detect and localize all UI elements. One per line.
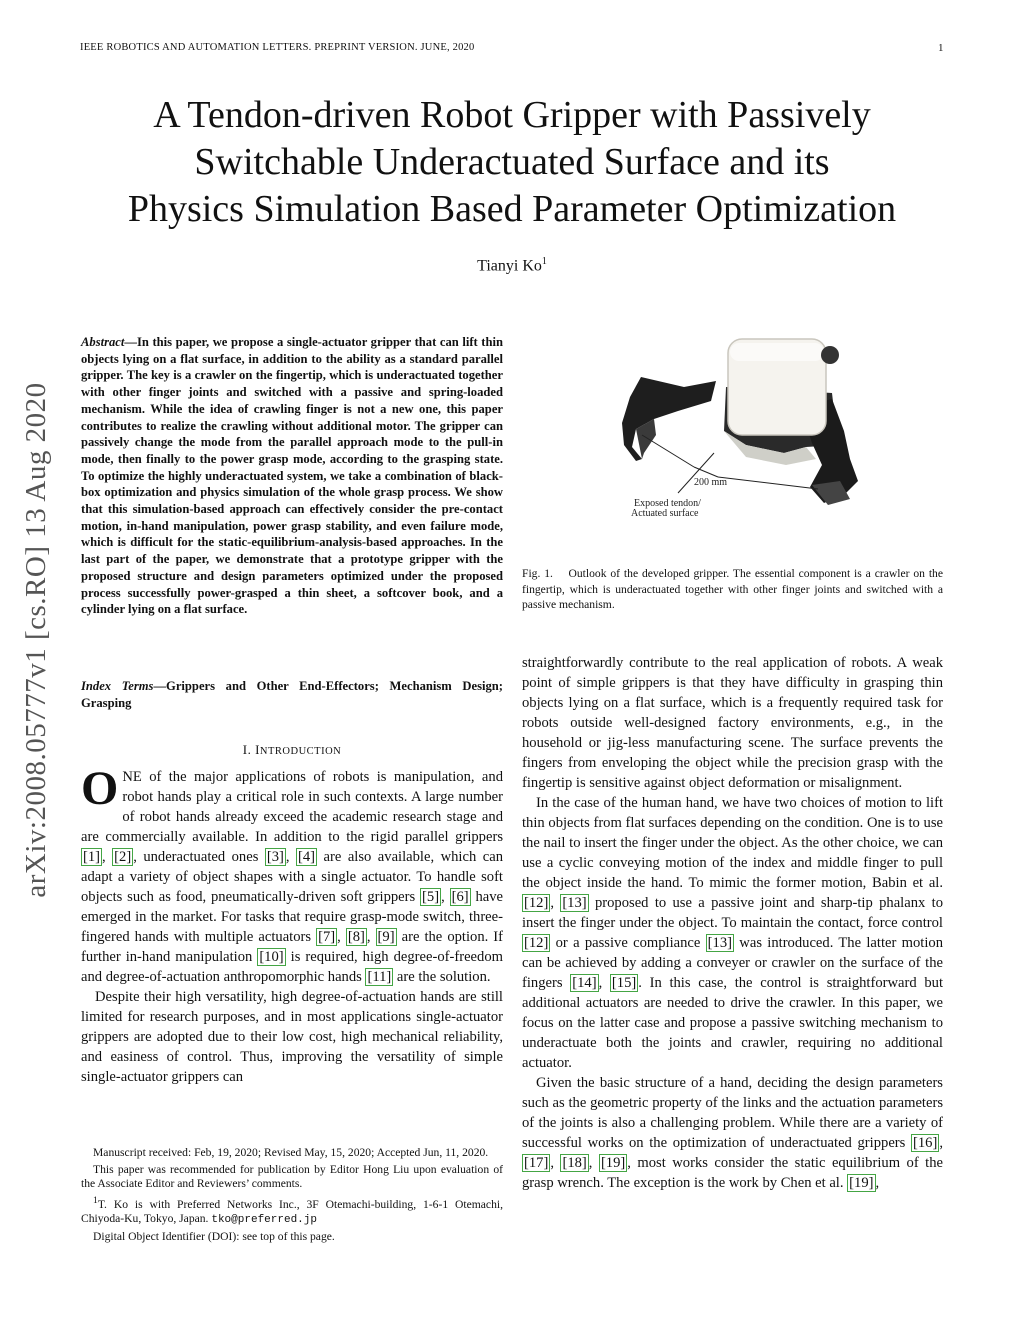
citation-link[interactable]: [19] xyxy=(849,1175,874,1191)
right-paragraph-2: In the case of the human hand, we have two choices of motion to lift thin objects from flat surfaces depending on the condition. One is to use the nail to insert the finger under the object. As the other choice, we can use a cyclic conveying motion of the index and middle finger to pull the object inside the hand. To mimic the former motion, Babin et al. [12] , [13] proposed to use a passive joint and sharp-tip phalanx to insert the finger under the object. To maintain the contact, force control [12] or a passive compliance [13] was introduced. The latter motion can be achieved by adding a conveyer or crawler on the surface of the fingers [14] , [15] . In this case, the control is straightforward but additional actuators are needed to drive the crawler. In this paper, we focus on the latter case and propose a passive switching mechanism to underactuate both the joints and crawler, requiring no additional actuator. xyxy=(522,795,944,1071)
abstract-text: —In this paper, we propose a single-actuator gripper that can lift thin objects lying on a flat surface, in addition to the ability as a standard parallel gripper. The key is a crawler on the fingertip, which is underactuated together with other finger joints and switched with a passive and spring-loaded mechanism. While the idea of crawling finger is not a new one, this paper contributes to realize the crawling without additional motor. The gripper can passively change the mode from the parallel approach mode to the pull-in mode, then finally to the power grasp mode, according to the grasping state. To optimize the highly underactuated system, we take a combination of black-box optimization and physics simulation of the whole grasp process. We show that this simulation-based approach can effectively consider the pre-contact motion, in-hand manipulation, power grasp stability, and even failure mode, which is difficult for the static-equilibrium-analysis-based approaches. In the last part of the paper, we demonstrate that a prototype gripper with the proposed structure and design parameters optimized under the proposed process successfully power-grasped a thin sheet, a softcover book, and a cylinder lying on a flat surface. xyxy=(81,335,503,617)
footnote-doi: Digital Object Identifier (DOI): see top of this page. xyxy=(93,1229,335,1243)
caption-label: Fig. 1. xyxy=(522,567,553,580)
footnote-editor: This paper was recommended for publication by Editor Hong Liu upon evaluation of the Associate Editor and Reviewers’ comments. xyxy=(81,1162,503,1191)
title-line-3: Physics Simulation Based Parameter Optimization xyxy=(127,188,897,230)
intro-column xyxy=(81,762,504,1087)
dimension-leader-left xyxy=(642,435,694,467)
title-line-1: A Tendon-driven Robot Gripper with Passively xyxy=(153,94,871,136)
author-name: Tianyi Ko xyxy=(477,257,542,275)
citation-link[interactable]: [19] xyxy=(600,1155,626,1171)
right-paragraph-3: Given the basic structure of a hand, deciding the design parameters such as the geometric property of the links and the actuation parameters of the joints is also a challenging problem. While there are a variety of successful works on the optimization of underactuated grippers [16] , [17] , [18] , [19] , most works consider the static equilibrium of the grasp wrench. The exception is the work by Chen et al. [19] , xyxy=(522,1075,944,1191)
text-run: NE of the major applications of robots is manipulation, and robot hands play a critical role in such contexts. A large number of robot hands already exceed the academic research stage and are commercially available. In addition to the rigid parallel grippers xyxy=(81,769,503,845)
text-run: or a passive compliance xyxy=(550,935,706,951)
figure-caption xyxy=(522,566,943,613)
text-run: T. Ko is with Preferred Networks Inc., 3F Otemachi-building, 1-6-1 Otemachi, Chiyoda-Ku, Tokyo, Japan. xyxy=(81,1197,503,1226)
text-run: , xyxy=(875,1175,880,1191)
section-rest: NTRODUCTION xyxy=(259,746,342,757)
author-email-link[interactable]: tko@preferred.jp xyxy=(211,1214,317,1227)
motor-knob xyxy=(821,346,839,364)
text-run: was introduced. The latter motion can be achieved by adding a conveyer or crawler on the surface of the fingers xyxy=(522,935,943,991)
text-run: In the case of the human hand, we have two choices of motion to lift thin objects from flat surfaces depending on the condition. One is to use the nail to insert the finger under the object. As the other choice, we can use a cyclic conveying motion of the index and middle finger to pull the object inside the hand. To mimic the former motion, Babin et al. xyxy=(522,795,943,891)
gripper-figure xyxy=(606,335,866,525)
abstract xyxy=(81,334,503,618)
citation-link[interactable]: [16] xyxy=(913,1135,938,1151)
footnote-affiliation xyxy=(81,1194,503,1228)
citation-link[interactable]: [7] xyxy=(318,929,336,945)
citation-link[interactable]: [14] xyxy=(572,975,597,991)
dimension-line xyxy=(694,467,718,477)
tendon-label-2: Actuated surface xyxy=(631,508,699,519)
section-first-letter: I xyxy=(255,742,260,757)
section-number: I. xyxy=(242,742,256,757)
housing-highlight xyxy=(730,343,824,361)
citation-link[interactable]: [15] xyxy=(611,975,637,991)
index-terms xyxy=(81,678,503,711)
footnote-mark: 1 xyxy=(93,1194,98,1206)
footnotes xyxy=(81,1146,503,1246)
title-line-2: Switchable Underactuated Surface and its xyxy=(194,141,830,183)
citation-link[interactable]: [11] xyxy=(367,969,392,985)
text-run: is required, high degree-of-freedom and degree-of-actuation anthropomorphic hands xyxy=(81,949,503,985)
intro-paragraph-1: ONE of the major applications of robots is manipulation, and robot hands play a critical role in such contexts. A large number of robot hands already exceed the academic research stage and are commercially available. In addition to the rigid parallel grippers [1] , [2] , underactuated ones [3] , [4] are also available, which can adapt a variety of object shapes with a single actuator. To handle soft objects such as food, pneumatically-driven soft grippers [5] , [6] have emerged in the market. For tasks that require grasp-mode switch, three-fingered hands with multiple actuators [7] , [8] , [9] are the option. If further in-hand manipulation [10] is required, high degree-of-freedom and degree-of-actuation anthropomorphic hands [11] are the solution. xyxy=(81,762,504,985)
citation-link[interactable]: [10] xyxy=(259,949,284,965)
dimension-label: 200 mm xyxy=(694,477,728,488)
author-affil-mark: 1 xyxy=(541,256,547,267)
text-run: are the solution. xyxy=(393,969,491,985)
citation-link[interactable]: [8] xyxy=(347,929,365,945)
intro-paragraph-2: Despite their high versatility, high degree-of-actuation hands are still limited for research purposes, and in most applications single-actuator grippers are adopted due to their low cost, high mechanical reliability, and easiness of control. Thus, improving the versatility of simple single-actuator grippers can xyxy=(81,989,503,1085)
right-paragraph-1: straightforwardly contribute to the real application of robots. A weak point of simple grippers is that they have difficulty in grasping thin objects lying on a flat surface, which is a frequently required task for robots outside well-designed factory environments, e.g., in the household or jig-less manufacturing scene. The surface prevents the fingers from enveloping the object while the precision grasp with the fingertip is sensitive against object deformation or misalignment. xyxy=(522,655,943,791)
section-heading xyxy=(81,742,503,758)
citation-link[interactable]: [18] xyxy=(562,1155,587,1171)
gripper-photo xyxy=(606,335,866,525)
text-run: have emerged in the market. For tasks that require grasp-mode switch, three-fingered hands with multiple actuators xyxy=(81,889,503,945)
text-run: , underactuated ones xyxy=(133,849,265,865)
caption-text: Outlook of the developed gripper. The essential component is a crawler on the fingertip, which is underactuated together with other finger joints and switched with a passive mechanism. xyxy=(522,567,943,612)
citation-link[interactable]: [4] xyxy=(298,849,316,865)
text-run: are also available, which can adapt a variety of object shapes with a single actuator. To handle soft objects such as food, pneumatically-driven soft grippers xyxy=(81,849,503,905)
text-run: . In this case, the control is straightforward but additional actuators are needed to drive the crawler. In this paper, we focus on the latter case and propose a passive switching mechanism to underactuate both the joints and crawler, requiring no additional actuator. xyxy=(522,975,944,1071)
index-terms-text: —Grippers and Other End-Effectors; Mechanism Design; Grasping xyxy=(81,679,503,710)
author xyxy=(0,256,1024,275)
right-column xyxy=(522,653,943,1193)
text-run: proposed to use a passive joint and sharp-tip phalanx to insert the finger under the object. To maintain the contact, force control xyxy=(522,895,943,931)
text-run: are the option. If further in-hand manipulation xyxy=(81,929,504,965)
citation-link[interactable]: [13] xyxy=(707,935,732,951)
citation-link[interactable]: [12] xyxy=(524,895,549,911)
citation-link[interactable]: [12] xyxy=(524,935,549,951)
dimension-leader-right xyxy=(718,477,818,489)
abstract-label: Abstract xyxy=(81,335,125,349)
citation-link[interactable]: [1] xyxy=(83,849,101,865)
index-terms-label: Index Terms xyxy=(81,679,154,693)
left-finger-shape xyxy=(622,377,716,461)
text-run: Given the basic structure of a hand, deciding the design parameters such as the geometric property of the links and the actuation parameters of the joints is also a challenging problem. While there are a variety of successful works on the optimization of underactuated grippers xyxy=(522,1075,943,1151)
paper-title xyxy=(60,92,964,233)
citation-link[interactable]: [13] xyxy=(562,895,587,911)
citation-link[interactable]: [5] xyxy=(422,889,440,905)
citation-link[interactable]: [2] xyxy=(114,849,132,865)
page-number: 1 xyxy=(938,42,944,54)
citation-link[interactable]: [3] xyxy=(266,849,284,865)
running-header: IEEE ROBOTICS AND AUTOMATION LETTERS. PREPRINT VERSION. JUNE, 2020 xyxy=(80,42,475,53)
footnote-received: Manuscript received: Feb, 19, 2020; Revised May, 15, 2020; Accepted Jun, 11, 2020. xyxy=(93,1146,489,1159)
citation-link[interactable]: [9] xyxy=(377,929,395,945)
arxiv-stamp: arXiv:2008.05777v1 [cs.RO] 13 Aug 2020 xyxy=(20,382,52,898)
citation-link[interactable]: [17] xyxy=(524,1155,549,1171)
tendon-label-1: Exposed tendon/ xyxy=(634,498,701,509)
citation-link[interactable]: [6] xyxy=(451,889,469,905)
drop-cap: O xyxy=(81,762,119,815)
text-run: , most works consider the static equilibrium of the grasp wrench. The exception is the work by Chen et al. xyxy=(522,1155,944,1191)
